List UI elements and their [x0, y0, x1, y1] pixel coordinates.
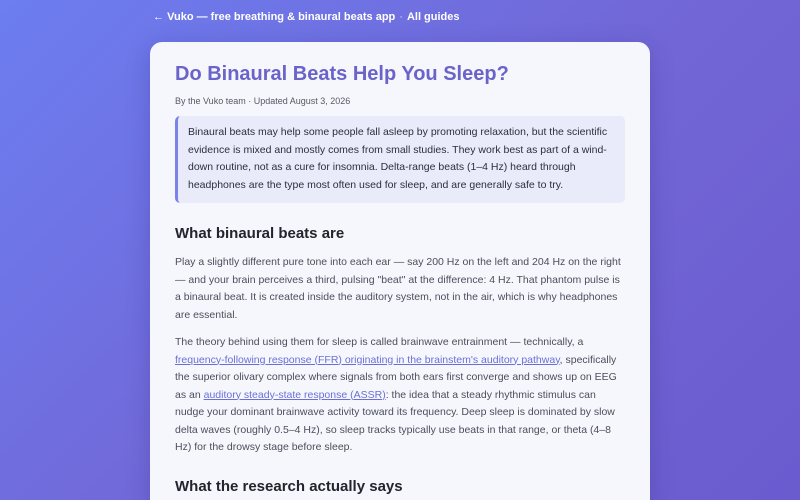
top-navigation	[153, 11, 460, 23]
summary-box: Binaural beats may help some people fall asleep by promoting relaxation, but the scientific evidence is mixed and mostly comes from small studies. They work best as part of a wind-down routine, not as a cure for insomnia. Delta-range beats (1–4 Hz) heard through headphones are the type most often used for sleep, and are generally safe to try.	[175, 116, 625, 203]
ffr-link[interactable]: frequency-following response (FFR) originating in the brainstem's auditory pathway	[175, 353, 560, 366]
section-heading-what-binaural-beats-are: What binaural beats are	[175, 225, 345, 242]
nav-separator: ·	[399, 11, 403, 23]
paragraph-definition: Play a slightly different pure tone into each ear — say 200 Hz on the left and 204 Hz on the right — and your brain perceives a third, pulsing "beat" at the difference: 4 Hz. That phantom pulse is a binaural beat. It is created inside the auditory system, not in the air, which is why headphones are essential.	[175, 256, 621, 321]
section-heading-research: What the research actually says	[175, 477, 403, 495]
home-link-label: Vuko — free breathing & binaural beats app	[167, 11, 396, 23]
paragraph-text: The theory behind using them for sleep is called brainwave entrainment — technically, a	[175, 336, 584, 348]
paragraph-entrainment	[175, 334, 625, 457]
all-guides-link[interactable]: All guides	[406, 11, 460, 23]
article-title: Do Binaural Beats Help You Sleep?	[175, 63, 509, 85]
back-arrow-icon: ←	[153, 11, 164, 23]
paragraph-text: : the idea that a steady rhythmic stimulus can nudge your dominant brainwave activity toward its frequency. Deep sleep is dominated by slow delta waves (roughly 0.5–4 Hz), so sleep tracks typically use beats in that range, or theta (4–8 Hz) for the drowsy stage before sleep.	[175, 388, 615, 453]
paragraph-text: , specifically the superior olivary complex where signals from both ears first converge and shows up on EEG as an	[175, 353, 617, 401]
article-byline: By the Vuko team · Updated August 3, 2026	[175, 96, 351, 106]
assr-link[interactable]: auditory steady-state response (ASSR)	[203, 388, 386, 401]
article-card	[150, 42, 650, 500]
home-link[interactable]	[153, 11, 395, 23]
